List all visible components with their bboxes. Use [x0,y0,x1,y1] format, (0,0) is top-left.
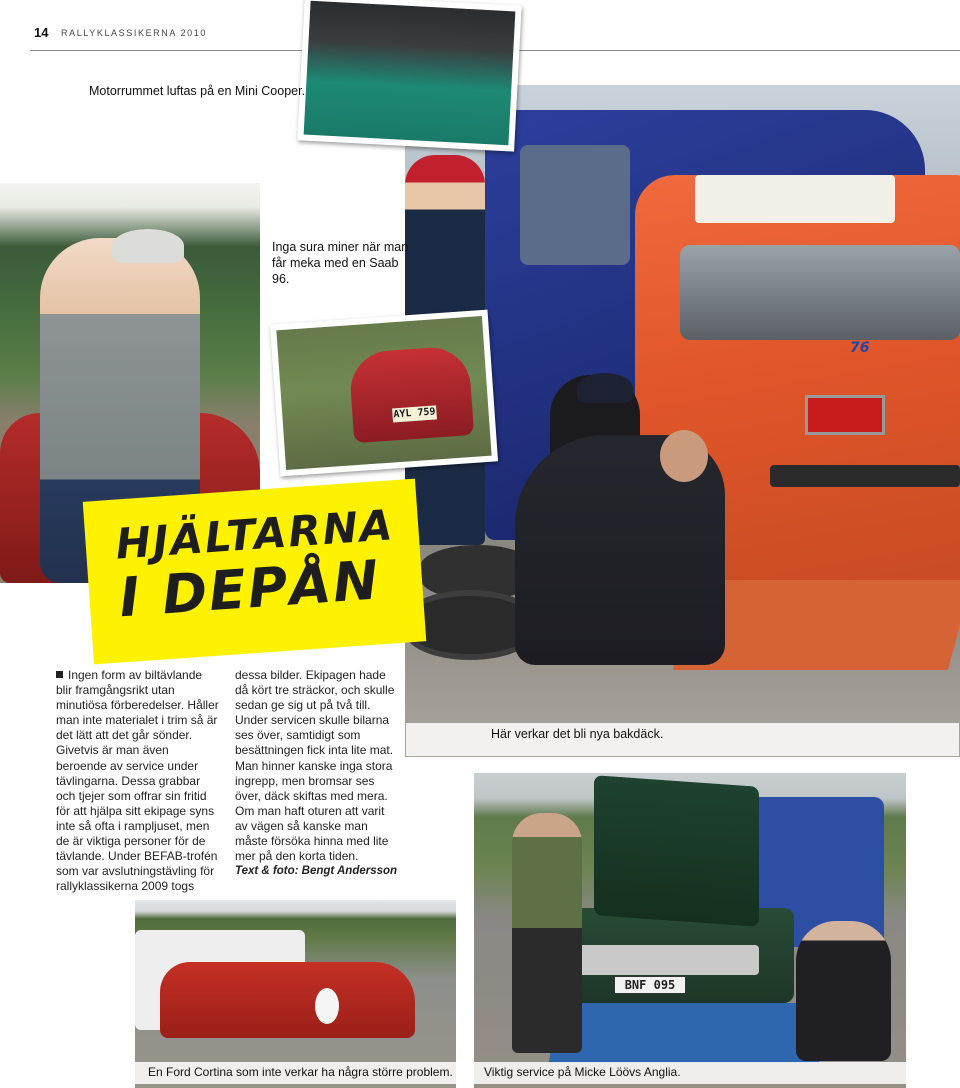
photo-volvo-taillight [805,395,885,435]
photo-volvo-number: 76 [850,340,870,356]
photo-van-window [520,145,630,265]
header-rule-right [515,50,960,51]
photo-cortina-car [160,962,415,1038]
headline-line-2: I DEPÅN [117,548,383,630]
photo-mechanic-cap [577,373,633,403]
caption-saab-photo: Inga sura miner när man får meka med en Saab 96. [272,240,409,286]
body-text-col-2: dessa bilder. Ekipagen hade då kört tre sträckor, och skulle sedan ge sig ut på två till. Under servicen skulle bilarna ses över, samtidigt som besättningen fick inta lite mat. Man hinner kanske inga stora ingrepp, men bromsar ses över, däck skiftas med mera. Om man haft oturen att varit av vägen så kanske man måste försöka hinna med lite mer på den korta tiden. [235,668,395,864]
body-column-2 [235,668,400,879]
photo-ford-cortina [135,900,456,1088]
magazine-name: RALLYKLASSIKERNA 2010 [61,28,207,38]
photo-mechanic-left [512,813,582,1053]
body-column-1 [56,668,221,894]
headline-box [83,479,427,665]
photo-mechanic-head [660,430,708,482]
photo-mini-engine [297,0,521,152]
photo-saab-car [348,345,474,443]
photo-saab-plate: AYL 759 [392,405,437,422]
photo-volvo-banner [695,175,895,223]
photo-ford-anglia [474,773,906,1088]
photo-anglia-plate: BNF 095 [614,976,686,994]
page-number: 14 [34,25,49,40]
body-text-col-1: Ingen form av biltävlande blir framgångsrikt utan minutiösa förberedelser. Håller man inte materialet i trim så är det lätt att det går sönder. Givetvis är man även beroende av service under tävlingarna. Dessa grabbar och tjejer som offrar sin fritid för att hjälpa sitt ekipage syns inte så ofta i rampljuset, men de är viktiga personer för de tävlande. Under BEFAB-trofén som var avslutningstävling för rallyklassikerna 2009 togs [56,668,219,894]
photo-saab [270,310,498,477]
caption-anglia-photo: Viktig service på Micke Löövs Anglia. [474,1062,906,1084]
photo-blue-tarp [549,1003,830,1063]
caption-main-photo: Här verkar det bli nya bakdäck. [406,723,959,756]
photo-saab-image [276,316,491,470]
bullet-icon [56,671,63,678]
photo-man-hair [112,229,184,263]
photo-mechanic-right [796,921,891,1061]
headline-line-1: HJÄLTARNA [114,500,396,569]
photo-anglia-grille [569,945,759,975]
header-rule [30,50,305,51]
caption-engine-photo: Motorrummet luftas på en Mini Cooper. [89,84,306,98]
photo-volvo-bumper [770,465,960,487]
photo-rally-plate [315,988,339,1024]
credit-line: Text & foto: Bengt Andersson [235,865,398,878]
photo-anglia-hood [594,775,759,927]
caption-cortina-photo: En Ford Cortina som inte verkar ha några större problem. [135,1062,456,1084]
photo-engine-image [304,1,516,146]
photo-volvo-window [680,245,960,340]
